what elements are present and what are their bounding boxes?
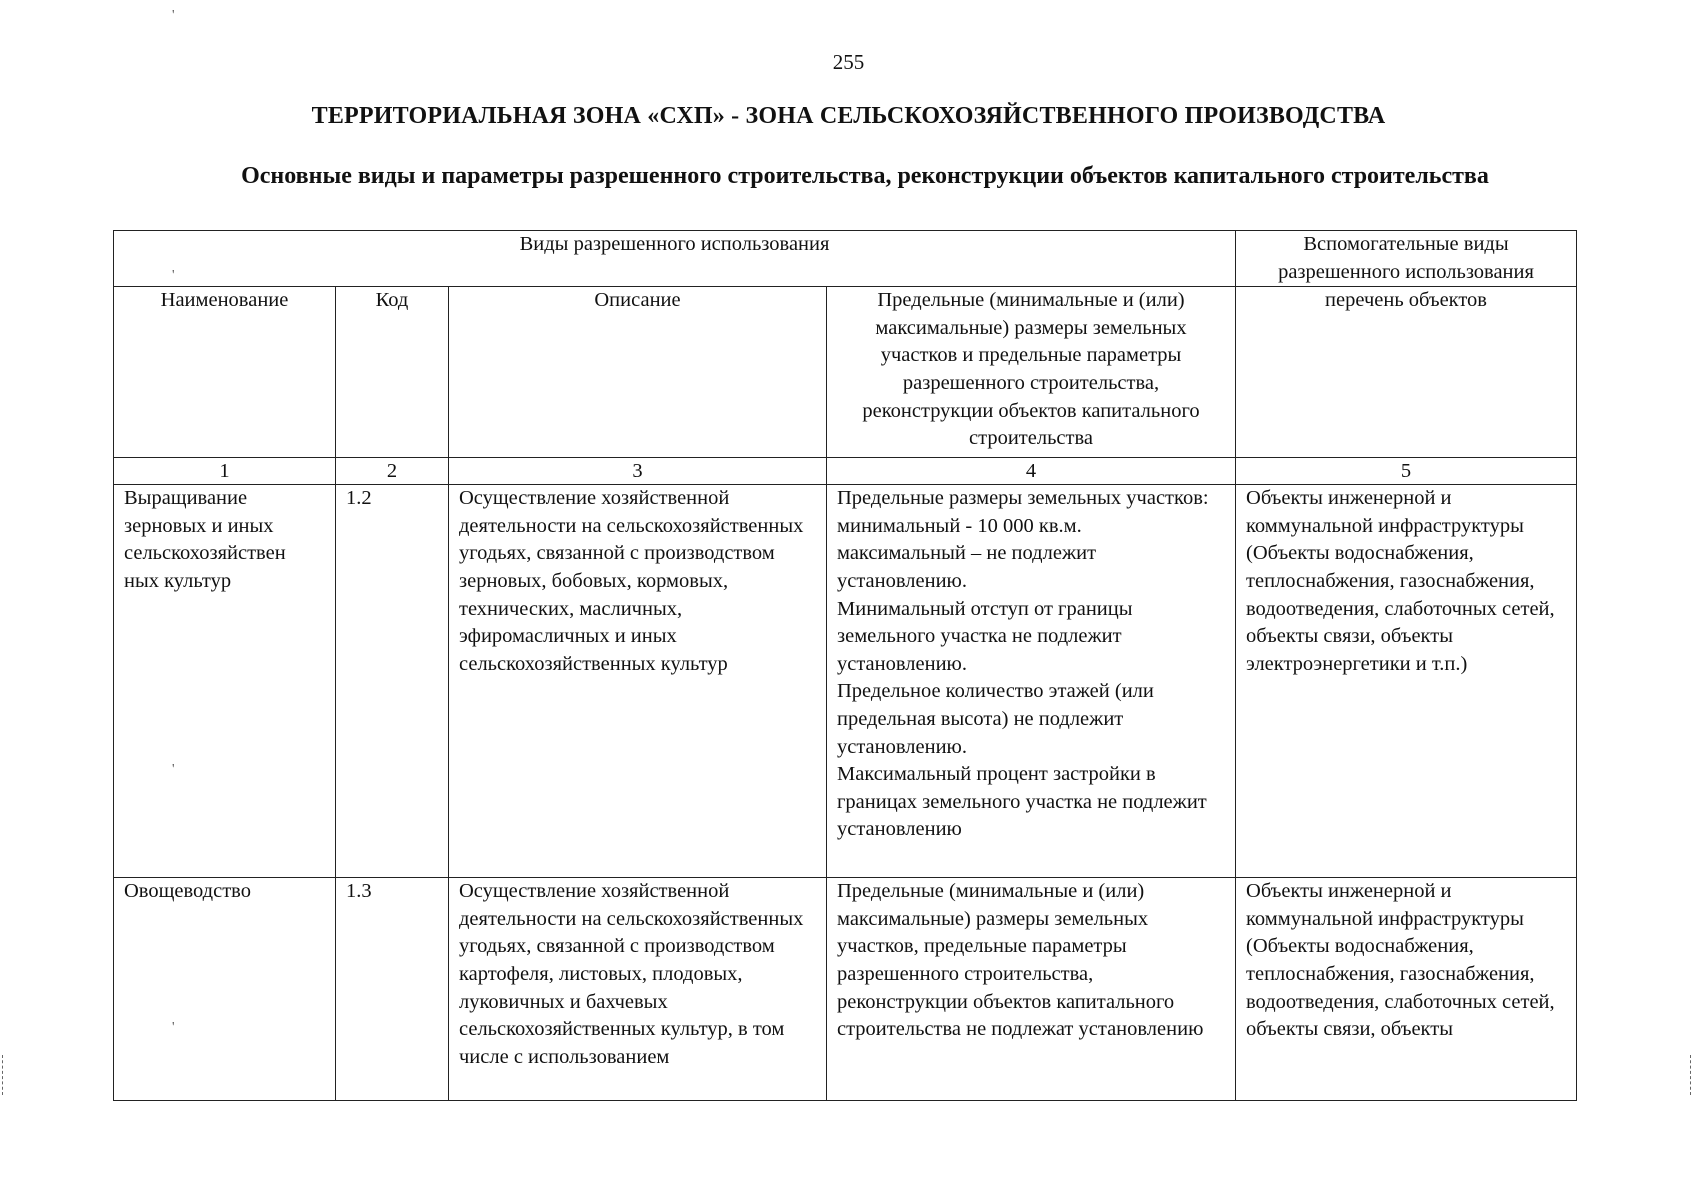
column-number: 1 [114, 458, 336, 485]
group-header-main: Виды разрешенного использования [114, 231, 1236, 287]
column-header-name: Наименование [114, 287, 336, 458]
scan-edge-mark-right [1690, 1055, 1693, 1095]
param-line: Предельное количество этажей (или предельная высота) не подлежит установлению. [837, 680, 1154, 758]
cell-description: Осуществление хозяйственной деятельности на сельскохозяйственных угодьях, связанной с производством зерновых, бобовых, кормовых, технических, масличных, эфиромасличных и иных сельскохозяйственных культур [449, 485, 827, 878]
table-group-header-row [114, 231, 1577, 287]
table-row [114, 878, 1577, 1101]
param-line: Максимальный процент застройки в границах земельного участка не подлежит установлению [837, 763, 1207, 841]
cell-description: Осуществление хозяйственной деятельности на сельскохозяйственных угодьях, связанной с производством картофеля, листовых, плодовых, луковичных и бахчевых сельскохозяйственных культур, в том числе с использованием [449, 878, 827, 1101]
scan-speck: ' [172, 8, 175, 23]
scan-edge-mark-left [2, 1055, 5, 1095]
scan-speck: ' [172, 268, 175, 283]
column-header-params: Предельные (минимальные и (или) максимальные) размеры земельных участков и предельные параметры разрешенного строительства, реконструкции объектов капитального строительства [827, 287, 1236, 458]
group-header-aux: Вспомогательные виды разрешенного использования [1236, 231, 1577, 287]
cell-objects: Объекты инженерной и коммунальной инфраструктуры (Объекты водоснабжения, теплоснабжения, газоснабжения, водоотведения, слаботочных сетей, объекты связи, объекты электроэнергетики и т.п.) [1236, 485, 1577, 878]
cell-params [827, 878, 1236, 1101]
cell-code: 1.2 [336, 485, 449, 878]
param-line: Предельные (минимальные и (или) максимальные) размеры земельных участков, предельные параметры разрешенного строительства, реконструкции объектов капитального строительства не подлежат установлению [837, 880, 1204, 1041]
param-line: минимальный - 10 000 кв.м. [837, 514, 1082, 537]
page-number: 255 [832, 50, 865, 74]
param-line: Минимальный отступ от границы земельного участка не подлежит установлению. [837, 597, 1133, 675]
land-use-table [113, 230, 1577, 1101]
column-header-code: Код [336, 287, 449, 458]
cell-params [827, 485, 1236, 878]
column-number: 4 [827, 458, 1236, 485]
cell-name: Выращивание зерновых и иных сельскохозяйствен ных культур [114, 485, 336, 878]
column-number-row [114, 458, 1577, 485]
column-number: 3 [449, 458, 827, 485]
param-line: Предельные размеры земельных участков: [837, 487, 1209, 510]
table-row [114, 485, 1577, 878]
scan-speck: ' [172, 762, 175, 777]
cell-name: Овощеводство [114, 878, 336, 1101]
cell-code: 1.3 [336, 878, 449, 1101]
param-line: максимальный – не подлежит установлению. [837, 542, 1097, 592]
scan-speck: ' [172, 1020, 175, 1035]
column-number: 2 [336, 458, 449, 485]
subtitle: Основные виды и параметры разрешенного строительства, реконструкции объектов капитального строительства [241, 163, 1489, 189]
column-header-objects: перечень объектов [1236, 287, 1577, 458]
column-header-description: Описание [449, 287, 827, 458]
zone-title: ТЕРРИТОРИАЛЬНАЯ ЗОНА «СХП» - ЗОНА СЕЛЬСКОХОЗЯЙСТВЕННОГО ПРОИЗВОДСТВА [311, 103, 1386, 129]
table-column-header-row [114, 287, 1577, 458]
cell-objects: Объекты инженерной и коммунальной инфраструктуры (Объекты водоснабжения, теплоснабжения, газоснабжения, водоотведения, слаботочных сетей, объекты связи, объекты [1236, 878, 1577, 1101]
column-number: 5 [1236, 458, 1577, 485]
